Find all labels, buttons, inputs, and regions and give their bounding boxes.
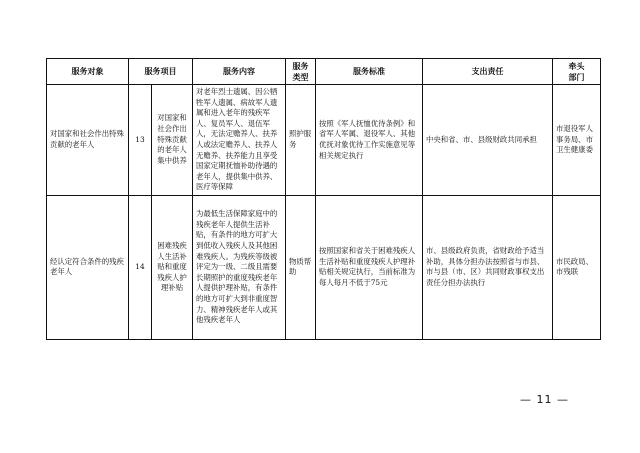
row-number: 14 — [129, 195, 152, 339]
header-content: 服务内容 — [193, 59, 286, 85]
row-expense: 市、县级政府负责，省财政给予适当补助，具体分担办法按照省与市县、市与县（市、区）共同财政事权支出责任分担办法执行 — [423, 195, 553, 339]
header-target: 服务对象 — [47, 59, 129, 85]
row-item: 对国家和 社会作出 特殊贡献 的老年人 集中供养 — [152, 85, 193, 196]
row-target: 对国家和社会作出特殊贡献的老年人 — [47, 85, 129, 196]
table-row — [47, 85, 601, 196]
row-content: 为最低生活保障家庭中的残疾老年人提供生活补贴，有条件的地方可扩大到低收入残疾人及其他困难残疾人。为残疾等级被评定为一级、二级且需要长期照护的重度残疾老年人提供护理补贴，有条件的地方可扩大到非重度智力、精神残疾老年人或其他残疾老年人 — [193, 195, 286, 339]
row-type: 照护服务 — [286, 85, 316, 196]
services-table — [46, 58, 601, 340]
row-standard: 按照《军人抚恤优待条例》和省军人军属、退役军人、其他优抚对象优待工作实施意见等相关规定执行 — [316, 85, 423, 196]
row-content: 对老年烈士遗属、因公牺牲军人遗属、病故军人遗属和进入老年的残疾军人、复员军人、退伍军人，无法定赡养人、扶养人或法定赡养人、扶养人无赡养、扶养能力且享受国家定期抚恤补助待遇的老年人，提供集中供养、医疗等保障 — [193, 85, 286, 196]
header-standard: 服务标准 — [316, 59, 423, 85]
header-item: 服务项目 — [129, 59, 193, 85]
table-row — [47, 195, 601, 339]
row-lead: 市民政局、市残联 — [553, 195, 601, 339]
header-lead: 牵头 部门 — [553, 59, 601, 85]
header-type: 服务 类型 — [286, 59, 316, 85]
row-number: 13 — [129, 85, 152, 196]
page-number: — 11 — — [520, 393, 569, 406]
row-type: 物质帮助 — [286, 195, 316, 339]
header-expense: 支出责任 — [423, 59, 553, 85]
row-expense: 中央和省、市、县级财政共同承担 — [423, 85, 553, 196]
row-item: 困难残疾 人生活补 贴和重度 残疾人护 理补贴 — [152, 195, 193, 339]
row-lead: 市退役军人事务局、市卫生健康委 — [553, 85, 601, 196]
table-header-row — [47, 59, 601, 85]
row-standard: 按照国家和省关于困难残疾人生活补贴和重度残疾人护理补贴相关规定执行，当前标准为每人每月不低于75元 — [316, 195, 423, 339]
row-target: 经认定符合条件的残疾老年人 — [47, 195, 129, 339]
